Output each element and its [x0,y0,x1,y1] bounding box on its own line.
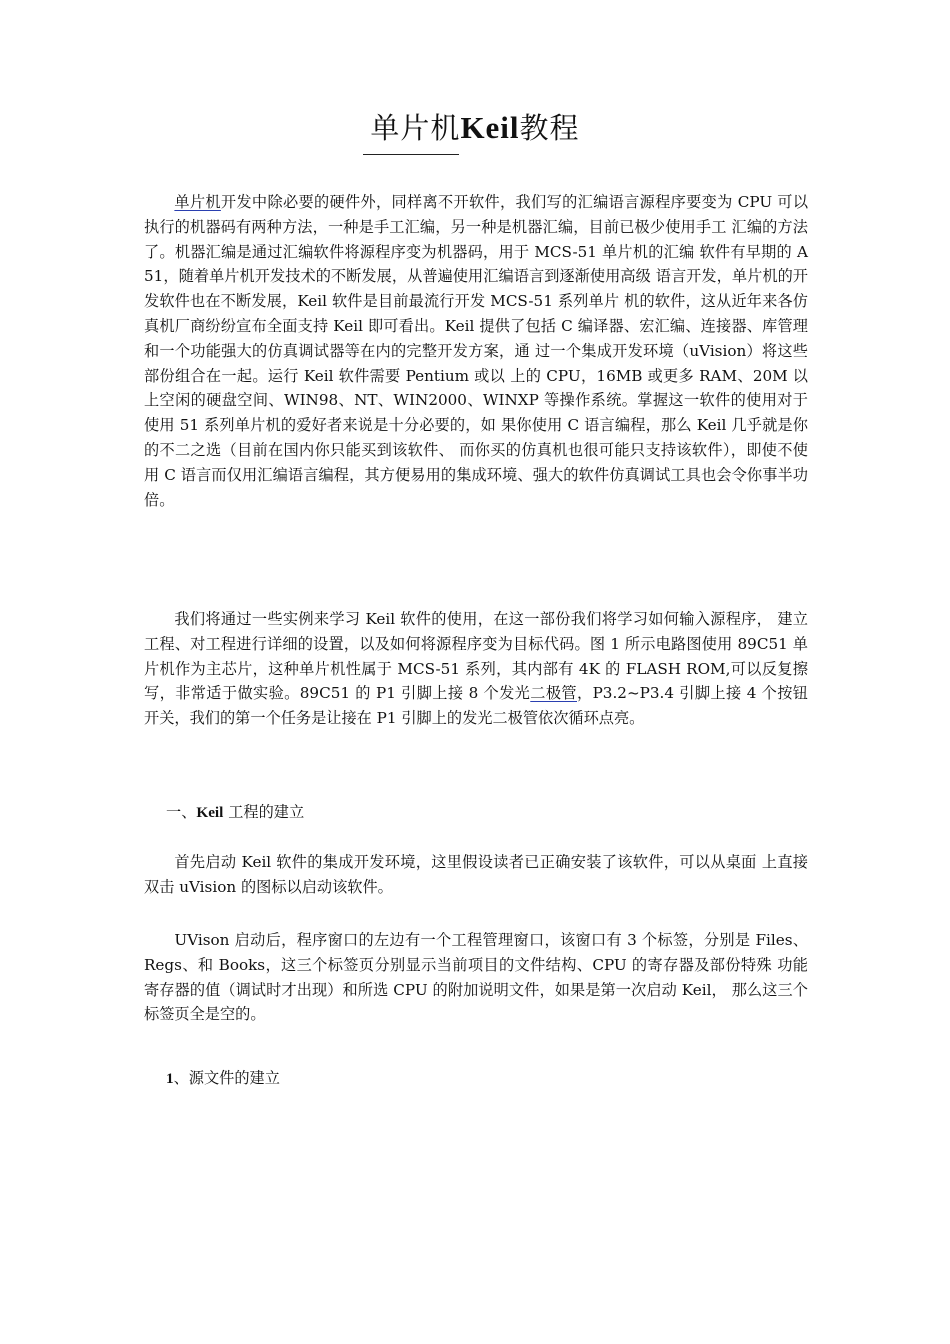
title-part-2: Keil [460,110,520,145]
uvision-paragraph [144,928,808,1027]
uvision-paragraph-text: UVison 启动后，程序窗口的左边有一个工程管理窗口，该窗口有 3 个标签，分别是 Files、Regs、和 Books，这三个标签页分别显示当前项目的文件结构、CPU 的寄存器及部份特殊 功能寄存器的值（调试时才出现）和所选 CPU 的附加说明文件，如果是第一次启动 Keil， 那么这三个标签页全是空的。 [144,931,808,1024]
title-underline [363,154,459,155]
mcu-link[interactable]: 单片机 [174,193,221,211]
title-part-3: 教程 [519,111,580,145]
section-heading-1 [166,800,304,826]
page-title [0,108,950,148]
diode-link[interactable]: 二极管 [530,684,577,703]
section-heading-2 [166,1066,280,1092]
title-part-1: 单片机 [370,111,461,145]
section-heading-2-bold: 1 [166,1070,174,1087]
example-paragraph-text-before: 我们将通过一些实例来学习 Keil 软件的使用，在这一部份我们将学习如何输入源程序， 建立工程、对工程进行详细的设置，以及如何将源程序变为目标代码。图 1 所示电路图使用 89C51 单片机作为主芯片，这种单片机性属于 MCS-51 系列，其内部有 4K 的 FLASH ROM,可以反复擦写，非常适于做实验。89C51 的 P1 引脚上接 8 个发光 [144,610,808,703]
section-heading-2-rest: 、源文件的建立 [173,1069,280,1087]
section-heading-1-prefix: 一、 [166,803,197,821]
intro-paragraph-text: 开发中除必要的硬件外，同样离不开软件，我们写的汇编语言源程序要变为 CPU 可以执行的机器码有两种方法，一种是手工汇编，另一种是机器汇编，目前已极少使用手工 汇编的方法了。机器汇编是通过汇编软件将源程序变为机器码，用于 MCS-51 单片机的汇编 软件有早期的 A51，随着单片机开发技术的不断发展，从普遍使用汇编语言到逐渐使用高级 语言开发，单片机的开发软件也在不断发展，Keil 软件是目前最流行开发 MCS-51 系列单片 机的软件，这从近年来各仿真机厂商纷纷宣布全面支持 Keil 即可看出。Keil 提供了包括 C 编译器、宏汇编、连接器、库管理和一个功能强大的仿真调试器等在内的完整开发方案，通 过一个集成开发环境（uVision）将这些部份组合在一起。运行 Keil 软件需要 Pentium 或以 上的 CPU，16MB 或更多 RAM、20M 以上空闲的硬盘空间、WIN98、NT、WIN2000、WINXP 等操作系统。掌握这一软件的使用对于使用 51 系列单片机的爱好者来说是十分必要的，如 果你使用 C 语言编程，那么 Keil 几乎就是你的不二之选（目前在国内你只能买到该软件、 而你买的仿真机也很可能只支持该软件），即使不使用 C 语言而仅用汇编语言编程，其方便易用的集成环境、强大的软件仿真调试工具也会令你事半功倍。 [144,193,809,509]
launch-paragraph [144,850,808,900]
section-heading-1-rest: 工程的建立 [223,803,305,821]
intro-paragraph [144,190,808,512]
example-paragraph [144,607,808,731]
example-paragraph-text-after: ，P3.2~P3.4 引脚上接 4 个按钮开关，我们的第一个任务是让接在 P1 引脚上的发光二极管依次循环点亮。 [144,684,808,728]
section-heading-1-bold: Keil [196,804,224,821]
launch-paragraph-text: 首先启动 Keil 软件的集成开发环境，这里假设读者已正确安装了该软件，可以从桌面 上直接双击 uVision 的图标以启动该软件。 [144,853,808,896]
